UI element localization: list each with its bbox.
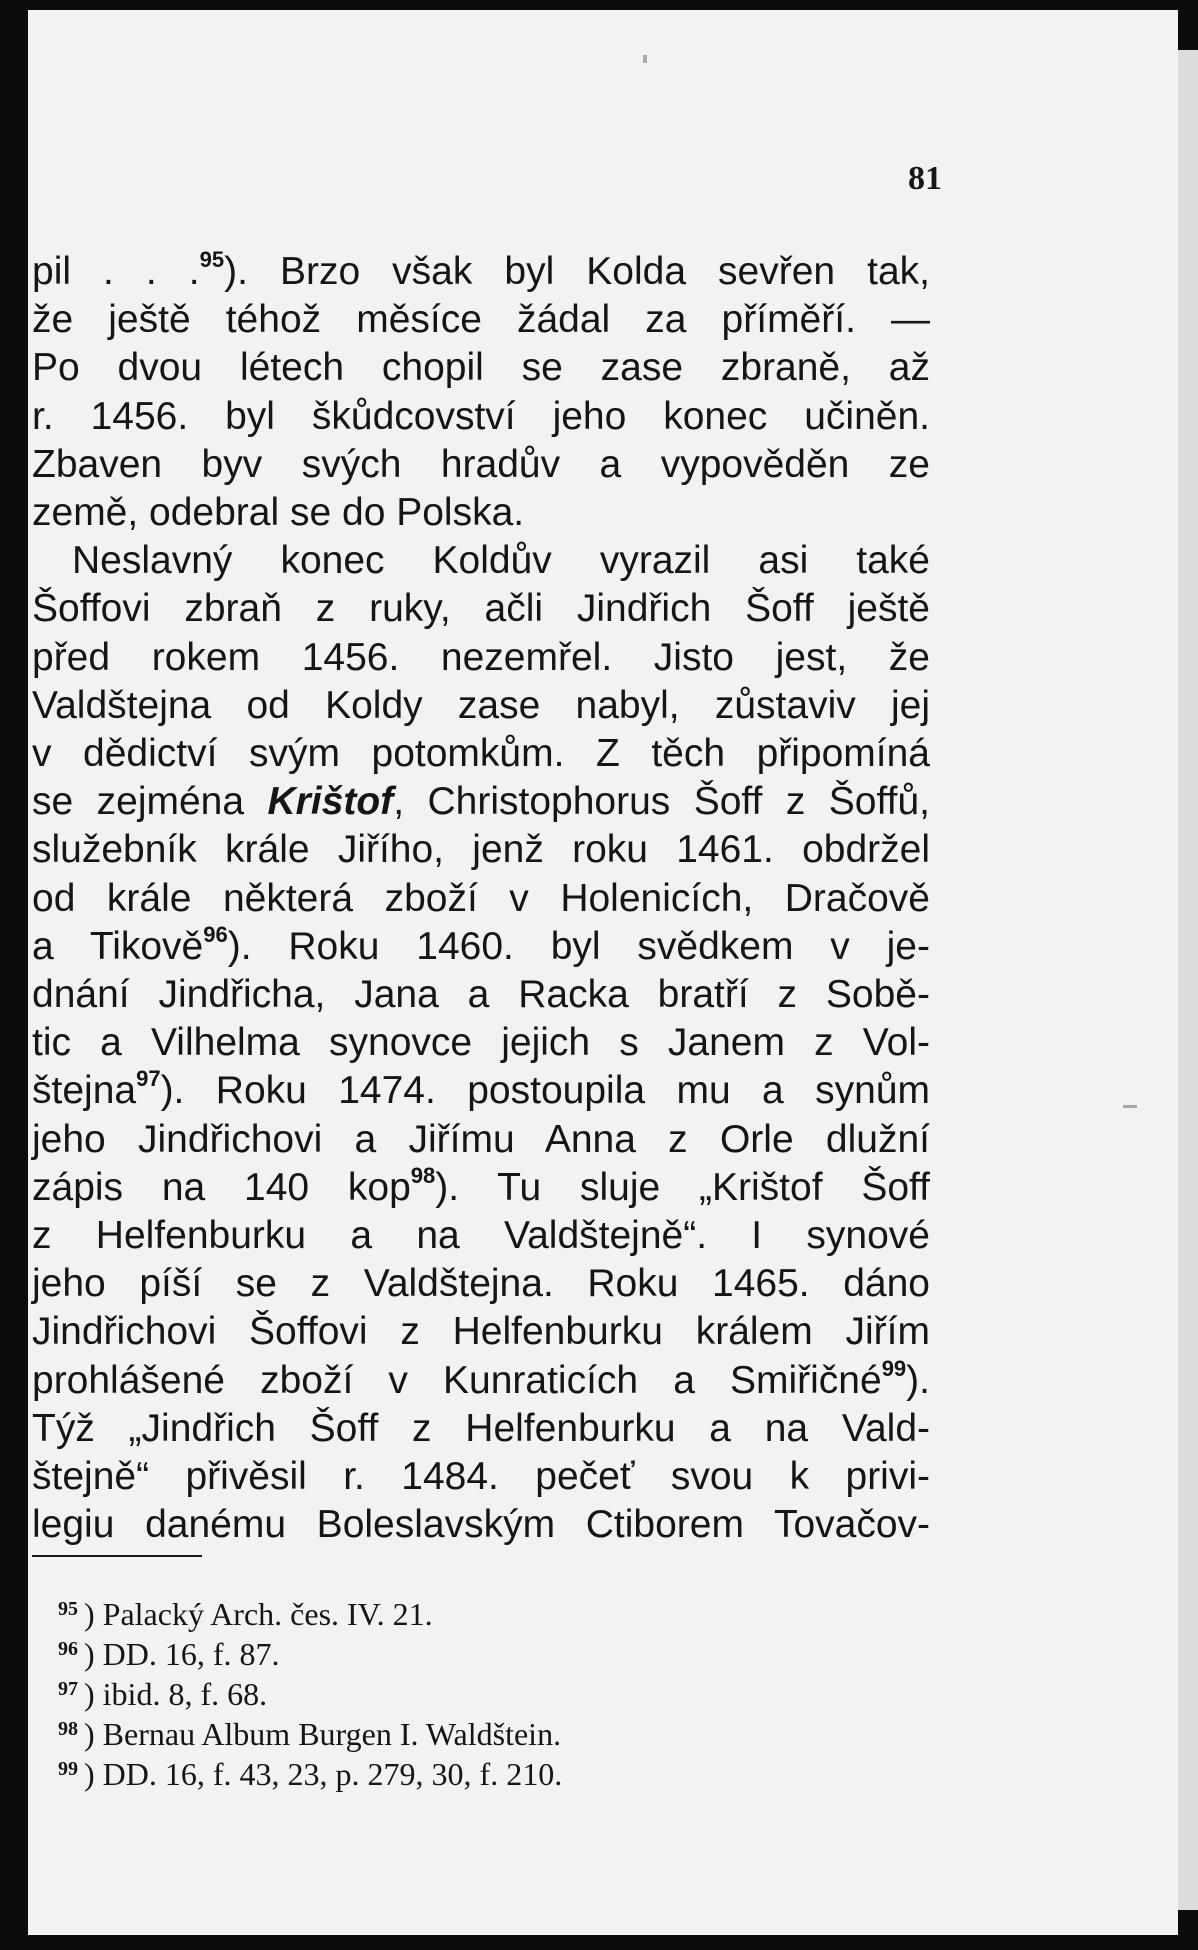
- footnote-separator: [32, 1555, 202, 1557]
- text-line: pil . . .$^{95}$). Brzo však byl Kolda sevřen tak,: [32, 247, 930, 293]
- text-line: zápis na 140 kop$^{98}$). Tu sluje „Krištof Šoff: [32, 1162, 930, 1209]
- footnote: $^{99}$ ) DD. 16, f. 43, 23, p. 279, 30, f. 210.: [58, 1756, 563, 1792]
- text-line: jeho píší se z Valdštejna. Roku 1465. dáno: [32, 1262, 930, 1306]
- page-edge-shadow: [1178, 50, 1198, 1910]
- emphasized-name: Krištof: [267, 780, 394, 824]
- text-line: země, odebral se do Polska.: [32, 491, 525, 535]
- text-line: jeho Jindřichovi a Jiřímu Anna z Orle dlužní: [32, 1117, 930, 1161]
- text-line: Po dvou létech chopil se zase zbraně, až: [32, 346, 930, 390]
- text-line: štejně“ přivěsil r. 1484. pečeť svou k privi-: [32, 1455, 930, 1499]
- text-line: Valdštejna od Koldy zase nabyl, zůstaviv jej: [32, 683, 930, 727]
- text-line: a Tikově$^{96}$). Roku 1460. byl svědkem v je-: [32, 921, 930, 968]
- text-line: tic a Vilhelma synovce jejich s Janem z Vol-: [32, 1021, 930, 1065]
- text-line: služebník krále Jiřího, jenž roku 1461. obdržel: [32, 828, 930, 872]
- footnote-ref: 99: [881, 1355, 907, 1381]
- text-line: Šoffovi zbraň z ruky, ačli Jindřich Šoff ještě: [32, 587, 930, 631]
- text-line: Týž „Jindřich Šoff z Helfenburku a na Vald-: [32, 1406, 930, 1450]
- text-line: že ještě téhož měsíce žádal za příměří. —: [32, 298, 930, 342]
- footnote: $^{97}$ ) ibid. 8, f. 68.: [58, 1676, 268, 1712]
- text-line: prohlášené zboží v Kunraticích a Smiřičné$^{99}$).: [32, 1355, 930, 1402]
- margin-dash-mark: [1123, 1105, 1137, 1108]
- text-line: před rokem 1456. nezemřel. Jisto jest, že: [32, 635, 930, 679]
- margin-speck-mark: [643, 55, 647, 63]
- book-page: [28, 10, 1178, 1935]
- text-line: dnání Jindřicha, Jana a Racka bratří z Sobě-: [32, 973, 930, 1017]
- text-line: se zejména Krištof, Christophorus Šoff z Šoffů,: [32, 780, 930, 824]
- text-line: legiu danému Boleslavským Ctiborem Tovačov-: [32, 1503, 930, 1547]
- footnote: $^{96}$ ) DD. 16, f. 87.: [58, 1636, 280, 1672]
- text-line: Neslavný konec Koldův vyrazil asi také: [72, 539, 930, 583]
- body-text: [32, 248, 930, 1549]
- footnotes: [58, 1597, 562, 1797]
- footnote-ref: 96: [203, 921, 228, 947]
- footnote-ref: 98: [410, 1162, 436, 1188]
- text-line: štejna$^{97}$). Roku 1474. postoupila mu a synům: [32, 1066, 930, 1113]
- text-line: od krále některá zboží v Holenicích, Dračově: [32, 876, 930, 920]
- text-line: z Helfenburku a na Valdštejně“. I synové: [32, 1214, 930, 1258]
- text-line: r. 1456. byl škůdcovství jeho konec učiněn.: [32, 394, 930, 438]
- footnote-ref: 97: [136, 1066, 161, 1092]
- footnote: $^{98}$ ) Bernau Album Burgen I. Waldštein.: [58, 1716, 562, 1752]
- text-line: Jindřichovi Šoffovi z Helfenburku králem Jiřím: [32, 1310, 930, 1354]
- text-line: v dědictví svým potomkům. Z těch připomíná: [32, 732, 930, 776]
- footnote-ref: 95: [199, 247, 225, 272]
- footnote: $^{95}$ ) Palacký Arch. čes. IV. 21.: [58, 1596, 433, 1632]
- text-line: Zbaven byv svých hradův a vypověděn ze: [32, 442, 930, 486]
- page-number: 81: [908, 160, 942, 197]
